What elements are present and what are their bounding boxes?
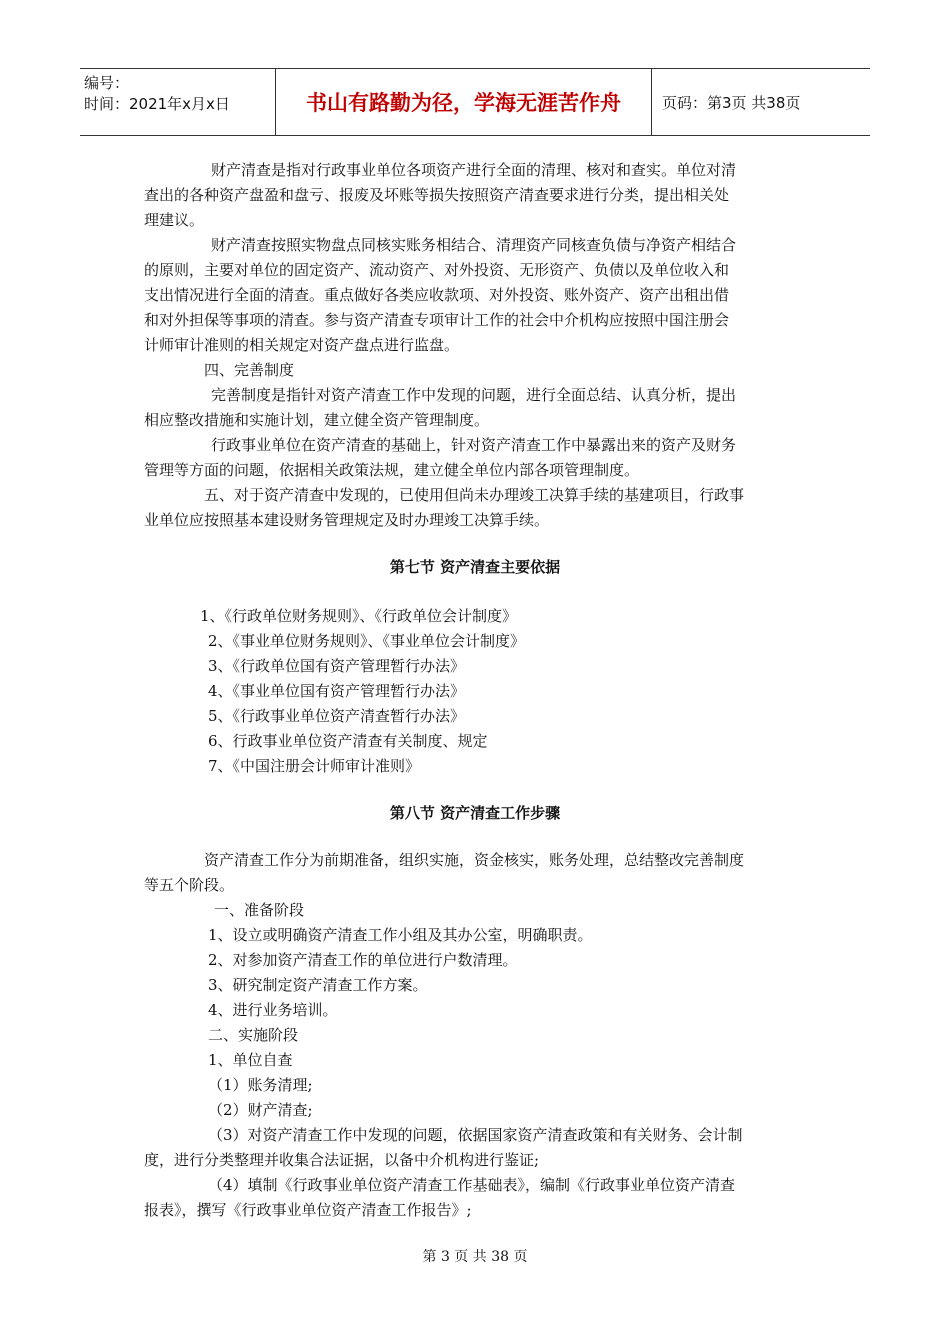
paragraph-line: （1）账务清理; xyxy=(208,1076,313,1094)
paragraph-line: 4、进行业务培训。 xyxy=(208,1001,338,1019)
section-title: 第七节 资产清查主要依据 xyxy=(389,558,561,576)
paragraph-line: 计师审计准则的相关规定对资产盘点进行监盘。 xyxy=(144,336,460,354)
page-number-cell xyxy=(652,69,870,135)
paragraph-line: 业单位应按照基本建设财务管理规定及时办理竣工决算手续。 xyxy=(144,511,550,529)
paragraph-line: 度，进行分类整理并收集合法证据，以备中介机构进行鉴证; xyxy=(144,1151,540,1169)
paragraph-line: 理建议。 xyxy=(144,211,205,229)
paragraph-line: 报表》，撰写《行政事业单位资产清查工作报告》; xyxy=(144,1201,472,1219)
paragraph-line: 1、单位自查 xyxy=(208,1051,293,1069)
list-item: 7、《中国注册会计师审计准则》 xyxy=(208,757,421,775)
paragraph-line: 支出情况进行全面的清查。重点做好各类应收款项、对外投资、账外资产、资产出租出借 xyxy=(144,286,730,304)
list-item: 6、行政事业单位资产清查有关制度、规定 xyxy=(208,732,488,750)
section7-title-wrap xyxy=(0,556,950,577)
serial-label: 编号： xyxy=(84,74,130,92)
page-footer xyxy=(0,1246,950,1266)
paragraph-line: （4）填制《行政事业单位资产清查工作基础表》，编制《行政事业单位资产清查 xyxy=(208,1176,736,1194)
document-body xyxy=(144,158,806,533)
paragraph-line: （2）财产清查; xyxy=(208,1101,313,1119)
paragraph-line: 财产清查是指对行政事业单位各项资产进行全面的清理、核对和查实。单位对清 xyxy=(211,161,737,179)
paragraph-line: 查出的各种资产盘盈和盘亏、报废及坏账等损失按照资产清查要求进行分类，提出相关处 xyxy=(144,186,730,204)
basis-list xyxy=(200,604,525,779)
header-meta-cell xyxy=(80,69,276,135)
list-item: 1、《行政单位财务规则》、《行政单位会计制度》 xyxy=(200,607,518,625)
page-label: 页码：第3页 共38页 xyxy=(662,93,801,112)
paragraph-line: 管理等方面的问题，依据相关政策法规，建立健全单位内部各项管理制度。 xyxy=(144,461,640,479)
list-item: 5、《行政事业单位资产清查暂行办法》 xyxy=(208,707,466,725)
paragraph-line: 财产清查按照实物盘点同核实账务相结合、清理资产同核查负债与净资产相结合 xyxy=(211,236,737,254)
paragraph-line: 的原则，主要对单位的固定资产、流动资产、对外投资、无形资产、负债以及单位收入和 xyxy=(144,261,730,279)
header-table xyxy=(80,68,870,136)
paragraph-line: 和对外担保等事项的清查。参与资产清查专项审计工作的社会中介机构应按照中国注册会 xyxy=(144,311,730,329)
paragraph-line: 1、设立或明确资产清查工作小组及其办公室，明确职责。 xyxy=(208,926,593,944)
list-item: 3、《行政单位国有资产管理暂行办法》 xyxy=(208,657,466,675)
subheading: 二、实施阶段 xyxy=(208,1026,299,1044)
footer-page-number: 第 3 页 共 38 页 xyxy=(422,1249,528,1265)
section-title: 第八节 资产清查工作步骤 xyxy=(389,804,561,822)
paragraph-line: 2、对参加资产清查工作的单位进行户数清理。 xyxy=(208,951,518,969)
motto-cell xyxy=(276,69,652,135)
subheading: 四、完善制度 xyxy=(204,361,295,379)
list-item: 2、《事业单位财务规则》、《事业单位会计制度》 xyxy=(208,632,526,650)
motto-text: 书山有路勤为径，学海无涯苦作舟 xyxy=(306,91,621,115)
paragraph-line: （3）对资产清查工作中发现的问题，依据国家资产清查政策和有关财务、会计制 xyxy=(208,1126,743,1144)
section8-title-wrap xyxy=(0,802,950,823)
section8-body xyxy=(144,848,806,1223)
paragraph-line: 等五个阶段。 xyxy=(144,876,235,894)
paragraph-line: 3、研究制定资产清查工作方案。 xyxy=(208,976,428,994)
paragraph-line: 五、对于资产清查中发现的，已使用但尚未办理竣工决算手续的基建项目，行政事 xyxy=(204,486,745,504)
subheading: 一、准备阶段 xyxy=(214,901,305,919)
paragraph-line: 完善制度是指针对资产清查工作中发现的问题，进行全面总结、认真分析，提出 xyxy=(211,386,737,404)
paragraph-line: 相应整改措施和实施计划，建立健全资产管理制度。 xyxy=(144,411,490,429)
paragraph-line: 资产清查工作分为前期准备，组织实施，资金核实，账务处理，总结整改完善制度 xyxy=(204,851,745,869)
paragraph-line: 行政事业单位在资产清查的基础上，针对资产清查工作中暴露出来的资产及财务 xyxy=(211,436,737,454)
date-label: 时间：2021年x月x日 xyxy=(84,95,230,113)
list-item: 4、《事业单位国有资产管理暂行办法》 xyxy=(208,682,466,700)
